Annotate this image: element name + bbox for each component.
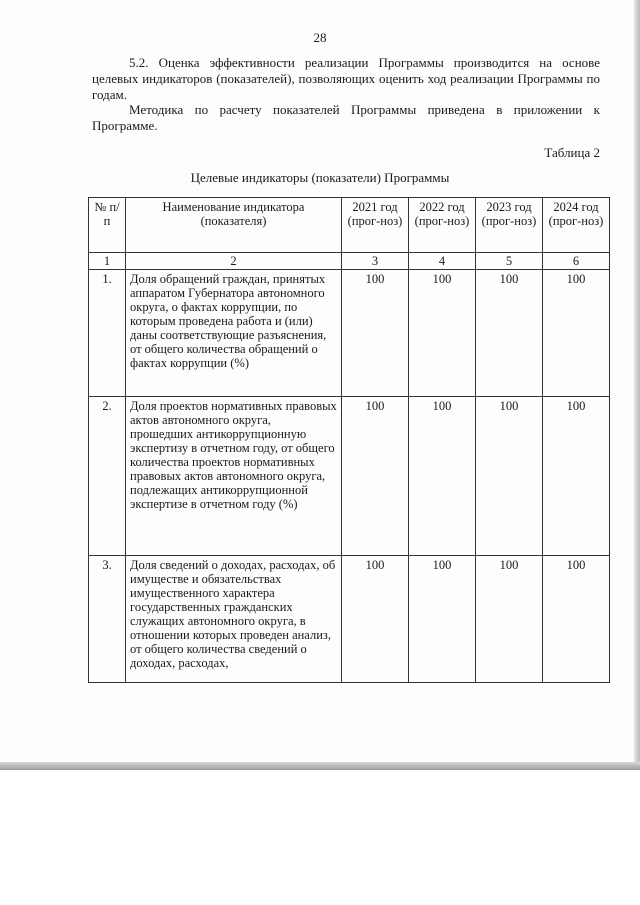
- row-num: 3.: [89, 556, 126, 683]
- row-value-2022: 100: [409, 556, 476, 683]
- header-2021: 2021 год (прог-ноз): [342, 198, 409, 253]
- scan-edge-bottom: [0, 762, 640, 770]
- table-title: Целевые индикаторы (показатели) Программы: [190, 170, 450, 185]
- row-value-2022: 100: [409, 270, 476, 397]
- table-row: [89, 556, 610, 683]
- table-label: Таблица 2: [544, 145, 600, 160]
- row-indicator-name: Доля обращений граждан, принятых аппаратом Губернатора автономного округа, о фактах коррупции, по которым проведена работа и (или) даны соответствующие разъяснения, от общего количества обращений о фактах коррупции (%): [126, 270, 342, 397]
- header-name: Наименование индикатора (показателя): [126, 198, 342, 253]
- row-num: 1.: [89, 270, 126, 397]
- header-num: № п/п: [89, 198, 126, 253]
- indicators-table: [88, 197, 610, 683]
- row-value-2021: 100: [342, 556, 409, 683]
- column-index: 1: [89, 253, 126, 270]
- row-value-2023: 100: [476, 556, 543, 683]
- row-value-2024: 100: [543, 556, 610, 683]
- header-2023: 2023 год (прог-ноз): [476, 198, 543, 253]
- header-2022: 2022 год (прог-ноз): [409, 198, 476, 253]
- table-column-index-row: [89, 253, 610, 270]
- column-index: 2: [126, 253, 342, 270]
- row-indicator-name: Доля сведений о доходах, расходах, об имуществе и обязательствах имущественного характера государственных гражданских служащих автономного округа, в отношении которых проведен анализ, от общего количества сведений о доходах, расходах,: [126, 556, 342, 683]
- paragraph-evaluation: 5.2. Оценка эффективности реализации Программы производится на основе целевых индикаторов (показателей), позволяющих оценить ход реализации Программы по годам.: [92, 55, 600, 102]
- row-indicator-name: Доля проектов нормативных правовых актов автономного округа, прошедших антикоррупционную экспертизу в отчетном году, от общего количества проектов нормативных правовых актов автономного округа, подлежащих антикоррупционной экспертизе в отчетном году (%): [126, 397, 342, 556]
- row-value-2022: 100: [409, 397, 476, 556]
- row-value-2021: 100: [342, 270, 409, 397]
- table-header-row: [89, 198, 610, 253]
- table-row: [89, 397, 610, 556]
- row-value-2024: 100: [543, 397, 610, 556]
- column-index: 4: [409, 253, 476, 270]
- row-value-2023: 100: [476, 397, 543, 556]
- column-index: 6: [543, 253, 610, 270]
- column-index: 5: [476, 253, 543, 270]
- page-number: 28: [313, 30, 327, 45]
- row-value-2023: 100: [476, 270, 543, 397]
- column-index: 3: [342, 253, 409, 270]
- row-value-2021: 100: [342, 397, 409, 556]
- table-row: [89, 270, 610, 397]
- scan-edge-right: [634, 0, 640, 768]
- paragraph-methodology: Методика по расчету показателей Программы приведена в приложении к Программе.: [92, 102, 600, 133]
- row-num: 2.: [89, 397, 126, 556]
- row-value-2024: 100: [543, 270, 610, 397]
- header-2024: 2024 год (прог-ноз): [543, 198, 610, 253]
